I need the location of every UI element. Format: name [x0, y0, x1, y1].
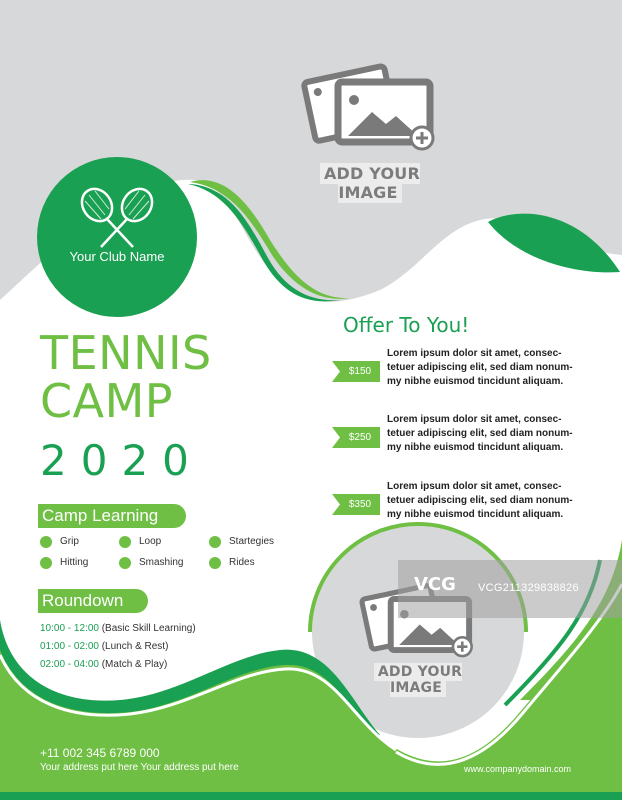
watermark-text: VCG211329838826 — [478, 582, 579, 594]
image-placeholder-label: ADD YOUR IMAGE — [298, 164, 442, 202]
roundown-heading: Roundown — [38, 589, 148, 613]
watermark — [398, 560, 622, 618]
learning-item: Smashing — [119, 556, 183, 569]
offer-title: Offer To You! — [343, 313, 470, 337]
footer-address: Your address put here Your address put here — [40, 762, 239, 773]
learning-item: Loop — [119, 535, 161, 548]
schedule-row: 10:00 - 12:00 (Basic Skill Learning) — [40, 623, 196, 634]
bullet-dot — [40, 536, 52, 548]
bullet-dot — [119, 557, 131, 569]
headline-camp: CAMP — [40, 374, 174, 428]
club-name: Your Club Name — [69, 249, 165, 264]
learning-item: Rides — [209, 556, 255, 569]
offer-description: Lorem ipsum dolor sit amet, consec- tetuer adipiscing elit, sed diam nonum- my nibhe euismod tincidunt aliquam. — [387, 481, 573, 520]
footer-domain[interactable]: www.companydomain.com — [464, 764, 572, 774]
headline-year: 2020 — [40, 436, 203, 485]
headline-tennis: TENNIS — [40, 326, 212, 380]
image-placeholder-top[interactable] — [298, 48, 442, 202]
price-tag: $350 — [332, 494, 380, 515]
watermark-logo: VCG — [414, 574, 456, 595]
image-add-icon — [298, 48, 442, 156]
image-placeholder-label: ADD YOUR IMAGE — [356, 664, 480, 696]
learning-item: Grip — [40, 535, 79, 548]
learning-item: Startegies — [209, 535, 274, 548]
price-tag: $250 — [332, 427, 380, 448]
schedule-row: 01:00 - 02:00 (Lunch & Rest) — [40, 641, 169, 652]
bullet-dot — [209, 536, 221, 548]
bullet-dot — [209, 557, 221, 569]
club-logo — [37, 157, 197, 317]
offer-description: Lorem ipsum dolor sit amet, consec- tetuer adipiscing elit, sed diam nonum- my nibhe euismod tincidunt aliquam. — [387, 414, 573, 453]
camp-learning-heading: Camp Learning — [38, 504, 186, 528]
crossed-tennis-rackets-icon — [75, 185, 159, 249]
offer-description: Lorem ipsum dolor sit amet, consec- tetuer adipiscing elit, sed diam nonum- my nibhe euismod tincidunt aliquam. — [387, 348, 573, 387]
bullet-dot — [40, 557, 52, 569]
schedule-row: 02:00 - 04:00 (Match & Play) — [40, 659, 168, 670]
price-tag: $150 — [332, 361, 380, 382]
footer-phone: +11 002 345 6789 000 — [40, 746, 160, 760]
bullet-dot — [119, 536, 131, 548]
learning-item: Hitting — [40, 556, 88, 569]
